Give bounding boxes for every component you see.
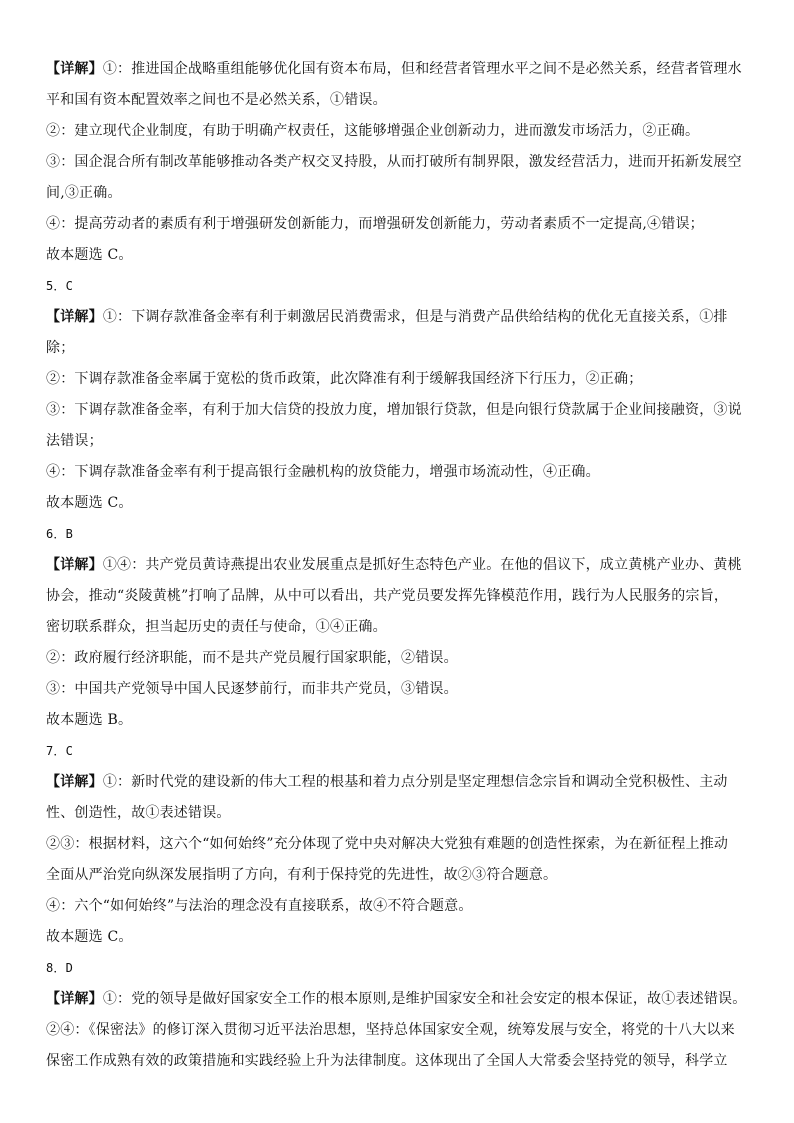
line-text: 间,③正确。 bbox=[46, 185, 122, 201]
text-line bbox=[46, 178, 746, 209]
line-text: 故本题选 C。 bbox=[46, 495, 133, 511]
line-text: 8．D bbox=[46, 961, 74, 975]
document-body bbox=[46, 54, 746, 1077]
text-line bbox=[46, 891, 746, 922]
text-line bbox=[46, 240, 746, 271]
line-text: 密切联系群众，担当起历史的责任与使命，①④正确。 bbox=[46, 619, 387, 635]
text-line bbox=[46, 860, 746, 891]
line-text: ③：下调存款准备金率，有利于加大信贷的投放力度，增加银行贷款，但是向银行贷款属于企业间接融资，③说 bbox=[46, 402, 742, 418]
line-text: 性、创造性，故①表述错误。 bbox=[46, 805, 231, 821]
line-text: ②：下调存款准备金率属于宽松的货币政策，此次降准有利于缓解我国经济下行压力，②正确； bbox=[46, 371, 643, 387]
text-line bbox=[46, 922, 746, 953]
detail-label: 【详解】 bbox=[46, 774, 103, 790]
text-line bbox=[46, 271, 746, 302]
line-text: ②：建立现代企业制度，有助于明确产权责任，这能够增强企业创新动力，进而激发市场活力，②正确。 bbox=[46, 123, 700, 139]
text-line bbox=[46, 767, 746, 798]
text-line bbox=[46, 1015, 746, 1046]
line-text: ②④：《保密法》的修订深入贯彻习近平法治思想，坚持总体国家安全观，统筹发展与安全，将党的十八大以来 bbox=[46, 1022, 735, 1038]
text-line bbox=[46, 519, 746, 550]
text-line bbox=[46, 302, 746, 333]
line-text: 全面从严治党向纵深发展指明了方向，有利于保持党的先进性，故②③符合题意。 bbox=[46, 867, 558, 883]
text-line bbox=[46, 984, 746, 1015]
line-text: ③：国企混合所有制改革能够推动各类产权交叉持股，从而打破所有制界限，激发经营活力，进而开拓新发展空 bbox=[46, 154, 742, 170]
line-text: ①：党的领导是做好国家安全工作的根本原则,是维护国家安全和社会安定的根本保证，故①表述错误。 bbox=[102, 991, 747, 1007]
line-text: ①④：共产党员黄诗燕提出农业发展重点是抓好生态特色产业。在他的倡议下，成立黄桃产业办、黄桃 bbox=[102, 557, 742, 573]
text-line bbox=[46, 581, 746, 612]
text-line bbox=[46, 798, 746, 829]
text-line bbox=[46, 488, 746, 519]
text-line bbox=[46, 395, 746, 426]
text-line bbox=[46, 550, 746, 581]
line-text: ①：下调存款准备金率有利于刺激居民消费需求，但是与消费产品供给结构的优化无直接关系，①排 bbox=[102, 309, 728, 325]
text-line bbox=[46, 116, 746, 147]
text-line bbox=[46, 612, 746, 643]
line-text: ④：下调存款准备金率有利于提高银行金融机构的放贷能力，增强市场流动性，④正确。 bbox=[46, 464, 600, 480]
line-text: 故本题选 B。 bbox=[46, 712, 133, 728]
text-line bbox=[46, 54, 746, 85]
line-text: ④：六个“如何始终”与法治的理念没有直接联系，故④不符合题意。 bbox=[46, 898, 473, 914]
line-text: ②③：根据材料，这六个“如何始终”充分体现了党中央对解决大党独有难题的创造性探索，为在新征程上推动 bbox=[46, 836, 729, 852]
text-line bbox=[46, 209, 746, 240]
line-text: ①：新时代党的建设新的伟大工程的根基和着力点分别是坚定理想信念宗旨和调动全党积极性、主动 bbox=[102, 774, 728, 790]
line-text: ④：提高劳动者的素质有利于增强研发创新能力，而增强研发创新能力，劳动者素质不一定提高,④错误； bbox=[46, 216, 704, 232]
text-line bbox=[46, 953, 746, 984]
text-line bbox=[46, 674, 746, 705]
line-text: 7．C bbox=[46, 744, 74, 758]
line-text: 5．C bbox=[46, 279, 74, 293]
text-line bbox=[46, 643, 746, 674]
text-line bbox=[46, 1046, 746, 1077]
detail-label: 【详解】 bbox=[46, 991, 103, 1007]
line-text: 协会，推动“炎陵黄桃”打响了品牌，从中可以看出，共产党员要发挥先锋模范作用，践行为人民服务的宗旨， bbox=[46, 588, 729, 604]
line-text: 保密工作成熟有效的政策措施和实践经验上升为法律制度。这体现出了全国人大常委会坚持党的领导，科学立 bbox=[46, 1053, 728, 1069]
line-text: ①：推进国企战略重组能够优化国有资本布局，但和经营者管理水平之间不是必然关系，经营者管理水 bbox=[102, 61, 742, 77]
line-text: 故本题选 C。 bbox=[46, 247, 133, 263]
detail-label: 【详解】 bbox=[46, 309, 103, 325]
text-line bbox=[46, 426, 746, 457]
text-line bbox=[46, 147, 746, 178]
line-text: 法错误； bbox=[46, 433, 103, 449]
line-text: 平和国有资本配置效率之间也不是必然关系，①错误。 bbox=[46, 92, 387, 108]
line-text: 除； bbox=[46, 340, 75, 356]
detail-label: 【详解】 bbox=[46, 61, 103, 77]
text-line bbox=[46, 705, 746, 736]
text-line bbox=[46, 364, 746, 395]
text-line bbox=[46, 829, 746, 860]
line-text: ②：政府履行经济职能，而不是共产党员履行国家职能，②错误。 bbox=[46, 650, 458, 666]
line-text: 6．B bbox=[46, 527, 74, 541]
text-line bbox=[46, 457, 746, 488]
text-line bbox=[46, 736, 746, 767]
line-text: 故本题选 C。 bbox=[46, 929, 133, 945]
text-line bbox=[46, 333, 746, 364]
line-text: ③：中国共产党领导中国人民逐梦前行，而非共产党员，③错误。 bbox=[46, 681, 458, 697]
detail-label: 【详解】 bbox=[46, 557, 103, 573]
text-line bbox=[46, 85, 746, 116]
